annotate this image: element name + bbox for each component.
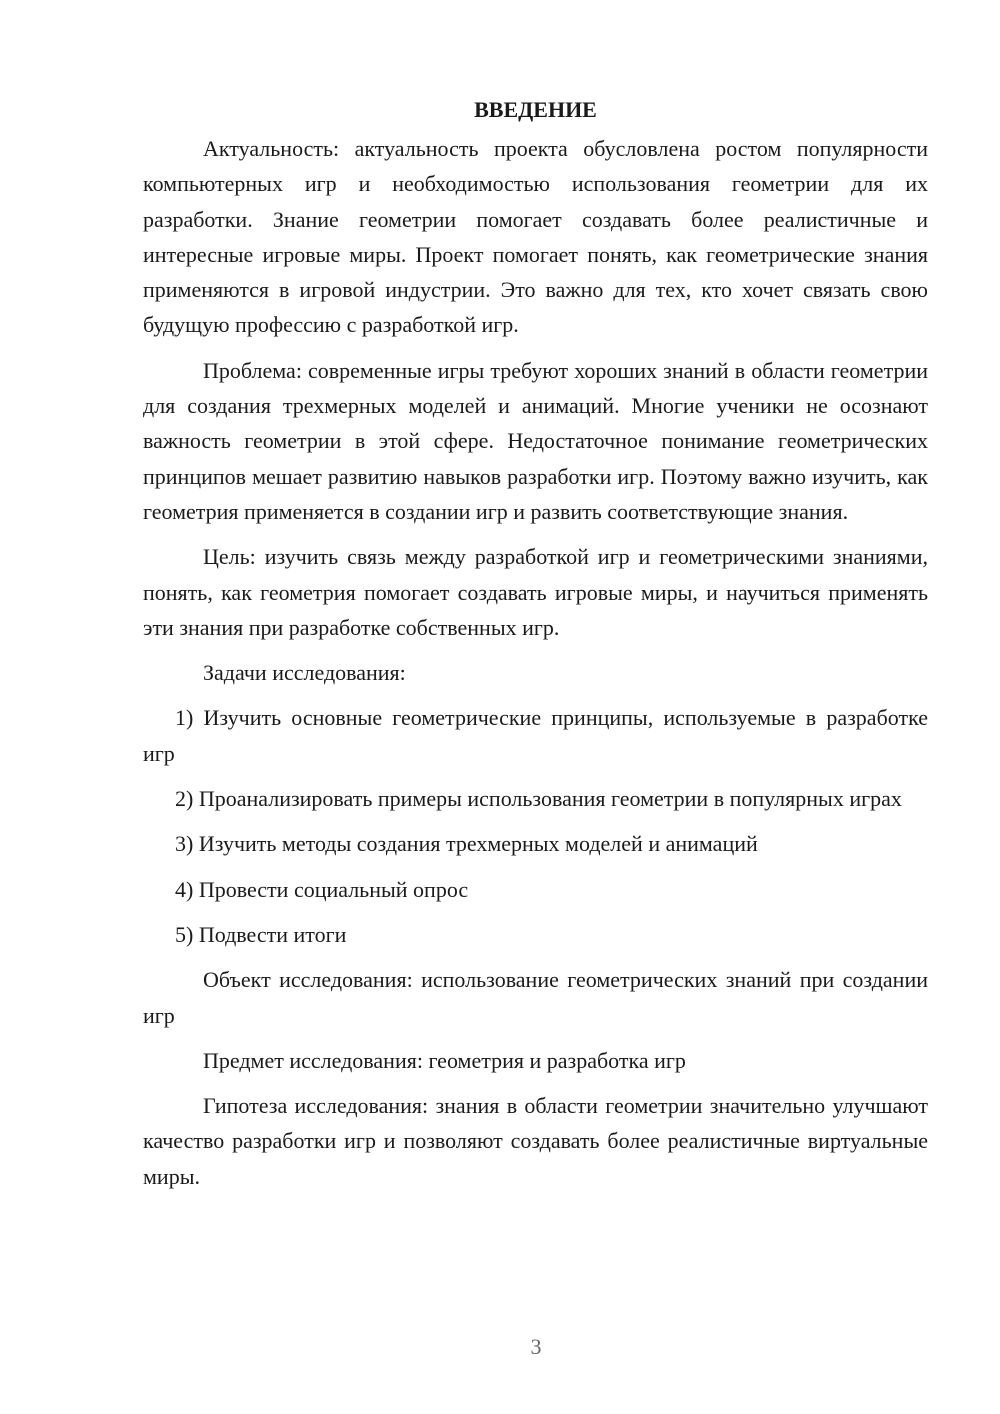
paragraph-goal: Цель: изучить связь между разработкой игр и геометрическими знаниями, понять, как геометрия помогает создавать игровые миры, и научиться применять эти знания при разработке собственных игр. <box>143 544 928 640</box>
paragraph-object: Объект исследования: использование геометрических знаний при создании игр <box>143 967 928 1028</box>
list-item: 1) Изучить основные геометрические принципы, используемые в разработке игр <box>143 705 928 766</box>
paragraph-problem: Проблема: современные игры требуют хороших знаний в области геометрии для создания трехмерных моделей и анимаций. Многие ученики не осознают важность геометрии в этой сфере. Недостаточное понимание геометрических принципов мешает развитию навыков разработки игр. Поэтому важно изучить, как геометрия применяется в создании игр и развить соответствующие знания. <box>143 357 928 524</box>
list-item: 3) Изучить методы создания трехмерных моделей и анимаций <box>175 831 758 857</box>
page-title: ВВЕДЕНИЕ <box>474 97 597 122</box>
paragraph-relevance: Актуальность: актуальность проекта обусловлена ростом популярности компьютерных игр и необходимостью использования геометрии для их разработки. Знание геометрии помогает создавать более реалистичные и интересные игровые миры. Проект помогает понять, как геометрические знания применяются в игровой индустрии. Это важно для тех, кто хочет связать свою будущую профессию с разработкой игр. <box>143 136 928 338</box>
list-item: 2) Проанализировать примеры использования геометрии в популярных играх <box>175 786 902 812</box>
paragraph-subject: Предмет исследования: геометрия и разработка игр <box>203 1047 686 1073</box>
list-item: 4) Провести социальный опрос <box>175 876 469 902</box>
page-number: 3 <box>530 1334 542 1359</box>
list-item: 5) Подвести итоги <box>175 921 347 947</box>
document-page <box>143 92 928 1204</box>
tasks-heading: Задачи исследования: <box>203 660 406 686</box>
paragraph-hypothesis: Гипотеза исследования: знания в области геометрии значительно улучшают качество разработки игр и позволяют создавать более реалистичные виртуальные миры. <box>143 1093 928 1189</box>
